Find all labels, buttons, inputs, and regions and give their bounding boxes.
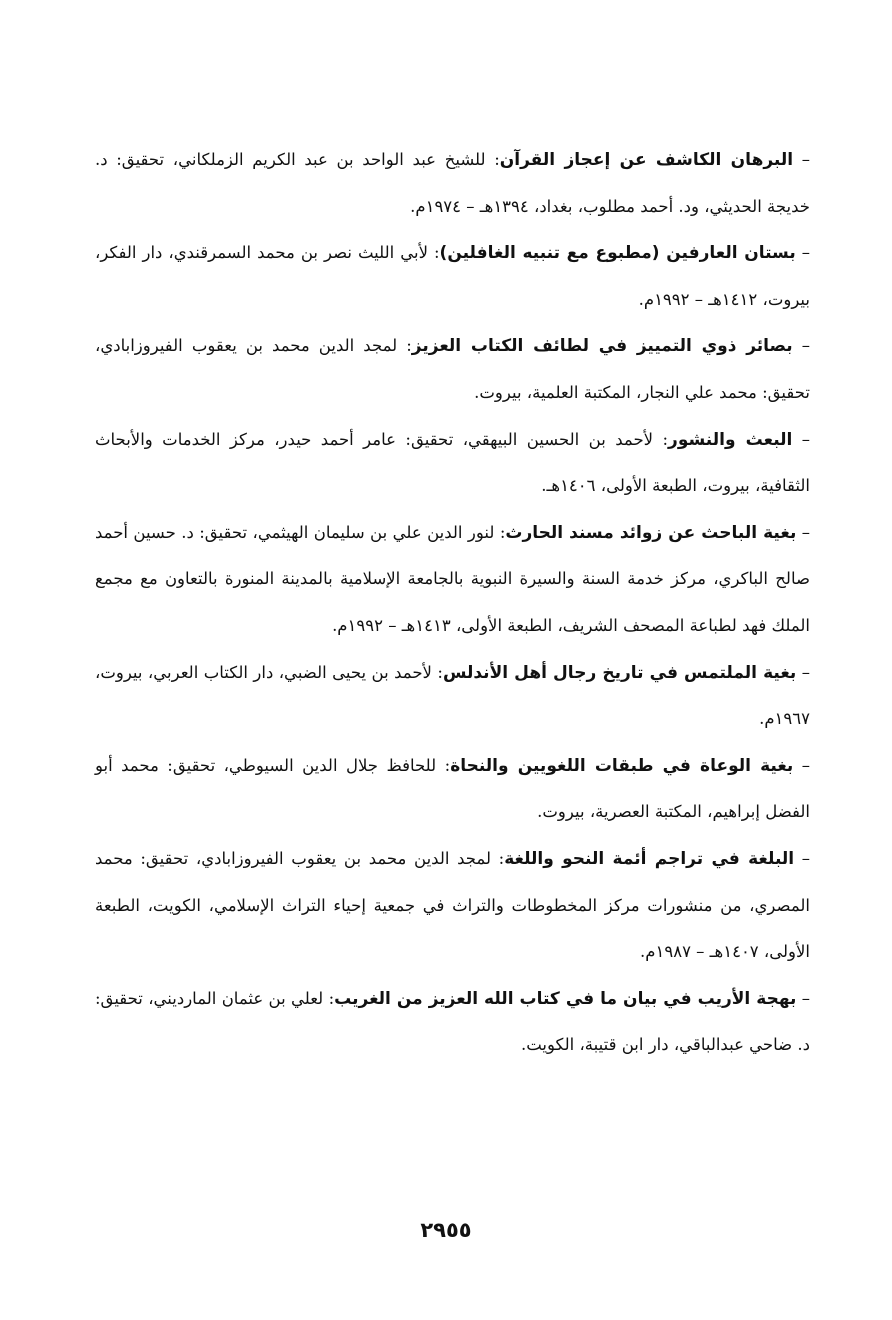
entry-dash: – [801,522,810,542]
entry-body: لأحمد بن الحسين البيهقي، تحقيق: عامر أحمد حيدر، مركز الخدمات والأبحاث الثقافية، بيروت، الطبعة الأولى، ١٤٠٦هـ. [95,429,810,496]
entry-dash: – [801,429,811,449]
entry-body: لعلي بن عثمان المارديني، تحقيق: د. ضاحي عبدالباقي، دار ابن قتيبة، الكويت. [95,988,810,1055]
entry-dash: – [801,755,811,775]
bibliography-entry [95,137,810,230]
entry-separator: : [328,988,335,1008]
entry-dash: – [801,662,810,682]
entry-body: لأبي الليث نصر بن محمد السمرقندي، دار الفكر، بيروت، ١٤١٢هـ – ١٩٩٢م. [95,243,810,309]
entry-dash: – [801,150,811,169]
entry-separator: : [433,243,440,263]
bibliography-entry [95,743,810,836]
entry-separator: : [444,755,451,775]
entry-separator: : [494,150,500,169]
entry-separator: : [662,429,669,449]
entry-title: البعث والنشور [668,429,793,450]
entry-body: للحافظ جلال الدين السيوطي، تحقيق: محمد أبو الفضل إبراهيم، المكتبة العصرية، بيروت. [95,755,810,822]
entry-body: لنور الدين علي بن سليمان الهيثمي، تحقيق: د. حسين أحمد صالح الباكري، مركز خدمة السنة والسيرة النبوية بالجامعة الإسلامية بالمدينة المنورة بالتعاون مع مجمع الملك فهد لطباعة المصحف الشريف، الطبعة الأولى، ١٤١٣هـ – ١٩٩٢م. [95,522,810,635]
bibliography-entry [95,650,810,743]
entry-title: بغية الوعاة في طبقات اللغويين والنحاة [450,755,794,776]
bibliography-list [95,137,810,1069]
bibliography-entry [95,976,810,1069]
bibliography-entry [95,836,810,976]
entry-title: بغية الباحث عن زوائد مسند الحارث [505,522,797,543]
bibliography-entry [95,417,810,510]
entry-title: بصائر ذوي التمييز في لطائف الكتاب العزيز [411,336,793,357]
bibliography-entry [95,510,810,650]
entry-dash: – [801,336,810,356]
entry-title: بستان العارفين (مطبوع مع تنبيه الغافلين) [439,243,796,264]
bibliography-entry [95,323,810,416]
entry-body: لأحمد بن يحيى الضبي، دار الكتاب العربي، بيروت، ١٩٦٧م. [95,662,810,729]
entry-title: البرهان الكاشف عن إعجاز القرآن [499,150,794,170]
entry-dash: – [801,988,811,1008]
entry-body: للشيخ عبد الواحد بن عبد الكريم الزملكاني، تحقيق: د. خديجة الحديثي، ود. أحمد مطلوب، بغداد، ١٣٩٤هـ – ١٩٧٤م. [95,150,810,216]
entry-title: بغية الملتمس في تاريخ رجال أهل الأندلس [442,662,797,683]
entry-separator: : [498,848,505,868]
entry-dash: – [801,243,810,263]
entry-body: لمجد الدين محمد بن يعقوب الفيروزابادي، تحقيق: محمد علي النجار، المكتبة العلمية، بيروت. [95,336,810,402]
bibliography-entry [95,230,810,323]
entry-separator: : [437,662,443,682]
entry-separator: : [499,522,506,542]
entry-body: لمجد الدين محمد بن يعقوب الفيروزابادي، تحقيق: محمد المصري، من منشورات مركز المخطوطات والتراث في جمعية إحياء التراث الإسلامي، الكويت، الطبعة الأولى، ١٤٠٧هـ – ١٩٨٧م. [95,848,810,962]
entry-title: البلغة في تراجم أئمة النحو واللغة [504,848,795,869]
entry-dash: – [801,848,811,868]
entry-separator: : [406,336,412,356]
page-number: ٢٩٥٥ [420,1218,472,1242]
entry-title: بهجة الأريب في بيان ما في كتاب الله العزيز من الغريب [334,988,797,1009]
